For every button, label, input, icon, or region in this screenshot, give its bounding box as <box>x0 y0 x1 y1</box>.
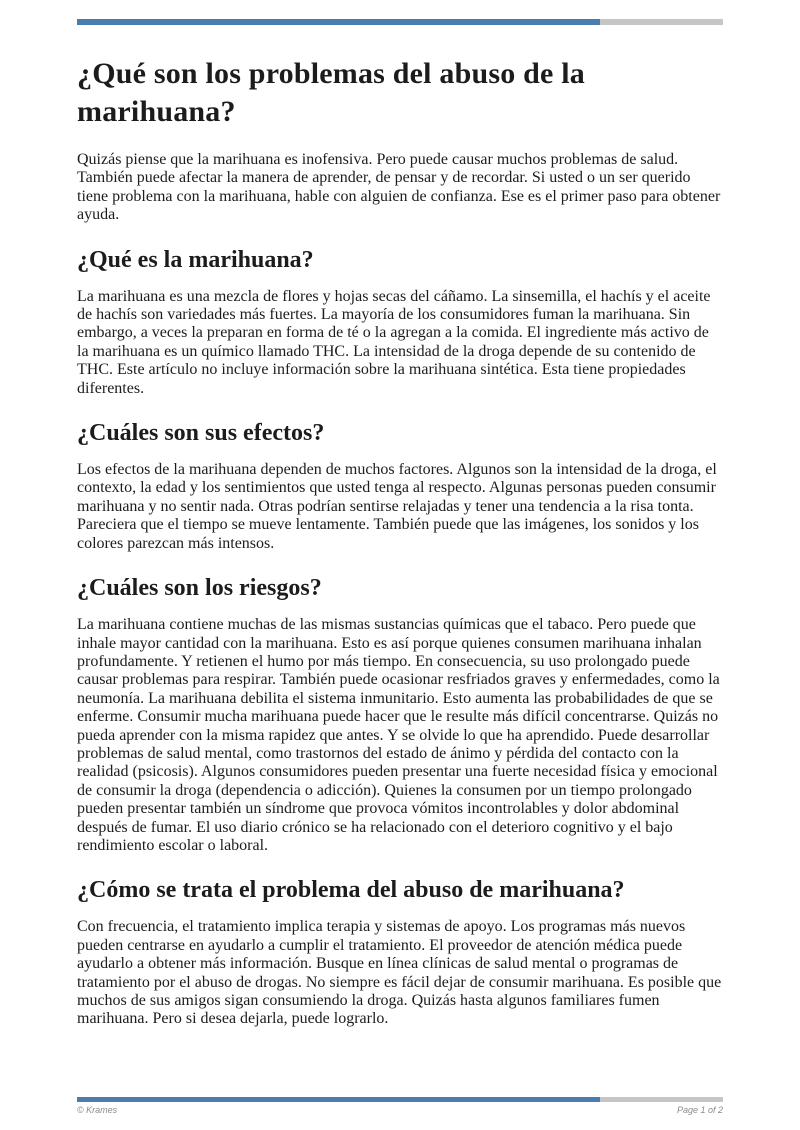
footer-rule-gray-segment <box>600 1097 723 1102</box>
section-body-efectos: Los efectos de la marihuana dependen de muchos factores. Algunos son la intensidad de la droga, el contexto, la edad y los sentimientos que usted tenga al respecto. Algunas personas pueden consumir marihuana y no sentir nada. Otras podrían sentirse relajadas y tener una tendencia a la risa tonta. Pareciera que el tiempo se mueve lentamente. También puede que las imágenes, los sonidos y los colores parezcan más intensos. <box>77 461 717 552</box>
section-heading-efectos: ¿Cuáles son sus efectos? <box>77 420 325 447</box>
section-heading-que-es: ¿Qué es la marihuana? <box>77 246 314 273</box>
document-footer <box>77 1097 723 1115</box>
section-body-que-es: La marihuana es una mezcla de flores y hojas secas del cáñamo. La sinsemilla, el hachís y el aceite de hachís son variedades más fuertes. La mayoría de los consumidores fuman la marihuana. Sin embargo, a veces la preparan en forma de té o la agregan a la comida. El ingrediente más activo de la marihuana es un químico llamado THC. La intensidad de la droga depende de su contenido de THC. Este artículo no incluye información sobre la marihuana sintética. Esta tiene propiedades diferentes. <box>77 287 711 397</box>
article-title: ¿Qué son los problemas del abuso de la marihuana? <box>77 57 585 128</box>
section-heading-riesgos: ¿Cuáles son los riesgos? <box>77 575 322 602</box>
footer-page-indicator: Page 1 of 2 <box>676 1105 723 1115</box>
header-rule-gray-segment <box>600 19 723 25</box>
header-rule <box>77 19 723 25</box>
article-intro-paragraph: Quizás piense que la marihuana es inofensiva. Pero puede causar muchos problemas de salud. También puede afectar la manera de aprender, de pensar y de recordar. Si usted o un ser querido tiene problema con la marihuana, hable con alguien de confianza. Ese es el primer paso para obtener ayuda. <box>77 151 721 224</box>
document-content <box>77 0 723 1029</box>
footer-copyright: © Krames <box>77 1105 118 1115</box>
footer-rule <box>77 1097 723 1102</box>
header-rule-blue-segment <box>77 19 600 25</box>
footer-row <box>77 1105 723 1115</box>
section-heading-tratamiento: ¿Cómo se trata el problema del abuso de marihuana? <box>77 877 625 904</box>
section-body-riesgos: La marihuana contiene muchas de las mismas sustancias químicas que el tabaco. Pero puede que inhale mayor cantidad con la marihuana. Esto es así porque quienes consumen marihuana inhalan profundamente. Y retienen el humo por más tiempo. En consecuencia, su uso prolongado puede causar problemas para respirar. También puede ocasionar resfriados graves y enfermedades, como la neumonía. La marihuana debilita el sistema inmunitario. Esto aumenta las probabilidades de que se enferme. Consumir mucha marihuana puede hacer que le resulte más difícil concentrarse. Quizás no pueda aprender con la misma rapidez que antes. Y se olvide lo que ha aprendido. Puede desarrollar problemas de salud mental, como trastornos del estado de ánimo y pérdida del contacto con la realidad (psicosis). Algunos consumidores pueden presentar una fuerte necesidad física y emocional de consumir la droga (dependencia o adicción). Quienes la consumen por un tiempo prolongado pueden presentar también un síndrome que provoca vómitos incontrolables y dolor abdominal después de fumar. El uso diario crónico se ha relacionado con el deterioro cognitivo y el bajo rendimiento escolar o laboral. <box>77 616 720 854</box>
footer-rule-blue-segment <box>77 1097 600 1102</box>
section-body-tratamiento: Con frecuencia, el tratamiento implica terapia y sistemas de apoyo. Los programas más nuevos pueden centrarse en ayudarlo a cumplir el tratamiento. El proveedor de atención médica puede ayudarlo a obtener más información. Busque en línea clínicas de salud mental o programas de tratamiento por el abuso de drogas. No siempre es fácil dejar de consumir marihuana. Es posible que muchos de sus amigos sigan consumiendo la droga. Quizás hasta algunos familiares fumen marihuana. Pero si desea dejarla, puede lograrlo. <box>77 918 722 1028</box>
